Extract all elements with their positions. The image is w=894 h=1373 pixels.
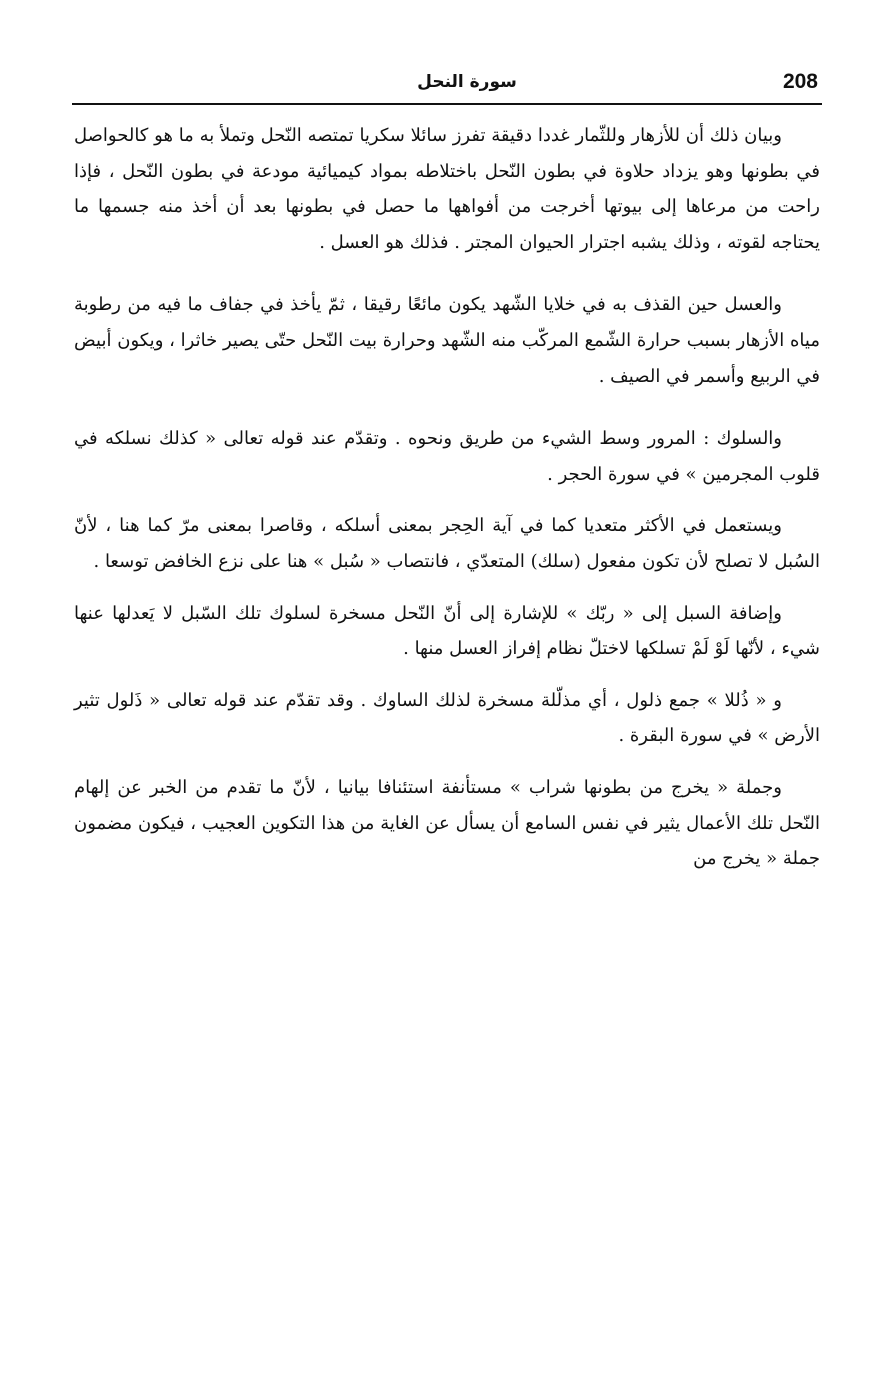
paragraph: وجملة « يخرج من بطونها شراب » مستأنفة استئنافا بيانيا ، لأنّ ما تقدم من الخبر عن إلهام النّحل تلك الأعمال يثير في نفس السامع أن يسأل عن الغاية من هذا التكوين العجيب ، فيكون مضمون جملة « يخرج من: [74, 776, 820, 870]
paragraph: و « ذُللا » جمع ذلول ، أي مذلّلة مسخرة لذلك الساوك . وقد تقدّم عند قوله تعالى « ذَلول تثير الأرض » في سورة البقرة .: [74, 689, 820, 747]
paragraph: ويستعمل في الأكثر متعديا كما في آية الحِجر بمعنى أسلكه ، وقاصرا بمعنى مرّ كما هنا ، لأنّ السُبل لا تصلح لأن تكون مفعول (سلك) المتعدّي ، فانتصاب « سُبل » هنا على نزع الخافض توسعا .: [74, 515, 820, 572]
body-text: [74, 118, 820, 877]
page-header: [72, 68, 822, 102]
paragraph: والسلوك : المرور وسط الشيء من طريق ونحوه . وتقدّم عند قوله تعالى « كذلك نسلكه في قلوب المجرمين » في سورة الحجر .: [74, 428, 820, 485]
page-number: 208: [782, 70, 818, 93]
paragraph: وبيان ذلك أن للأزهار وللثّمار غددا دقيقة تفرز سائلا سكريا تمتصه النّحل وتملأ به ما هو كالحواصل في بطونها وهو يزداد حلاوة في بطون النّحل باختلاطه بمواد كيميائية مودعة في بطون النّحل ، فإذا راحت من مرعاها إلى بيوتها أخرجت من أفواهها ما حصل في بطونها بعد أن أخذ منه جسمها ما يحتاجه لقوته ، وذلك يشبه اجترار الحيوان المجتر . فذلك هو العسل .: [74, 125, 820, 253]
paragraph: والعسل حين القذف به في خلايا الشّهد يكون مائعًا رقيقا ، ثمّ يأخذ في جفاف ما فيه من رطوبة مياه الأزهار بسبب حرارة الشّمع المركّب منه الشّهد وحرارة بيت النّحل حتّى يصير خاثرا ، ويكون أبيض في الربيع وأسمر في الصيف .: [74, 294, 820, 387]
header-divider: [72, 103, 822, 105]
running-title: سورة النحل: [417, 72, 517, 92]
paragraph: وإضافة السبل إلى « ربّك » للإشارة إلى أنّ النّحل مسخرة لسلوك تلك السّبل لا يَعدلها عنها شيء ، لأنّها لَوْ لَمْ تسلكها لاختلّ نظام إفراز العسل منها .: [74, 602, 820, 660]
